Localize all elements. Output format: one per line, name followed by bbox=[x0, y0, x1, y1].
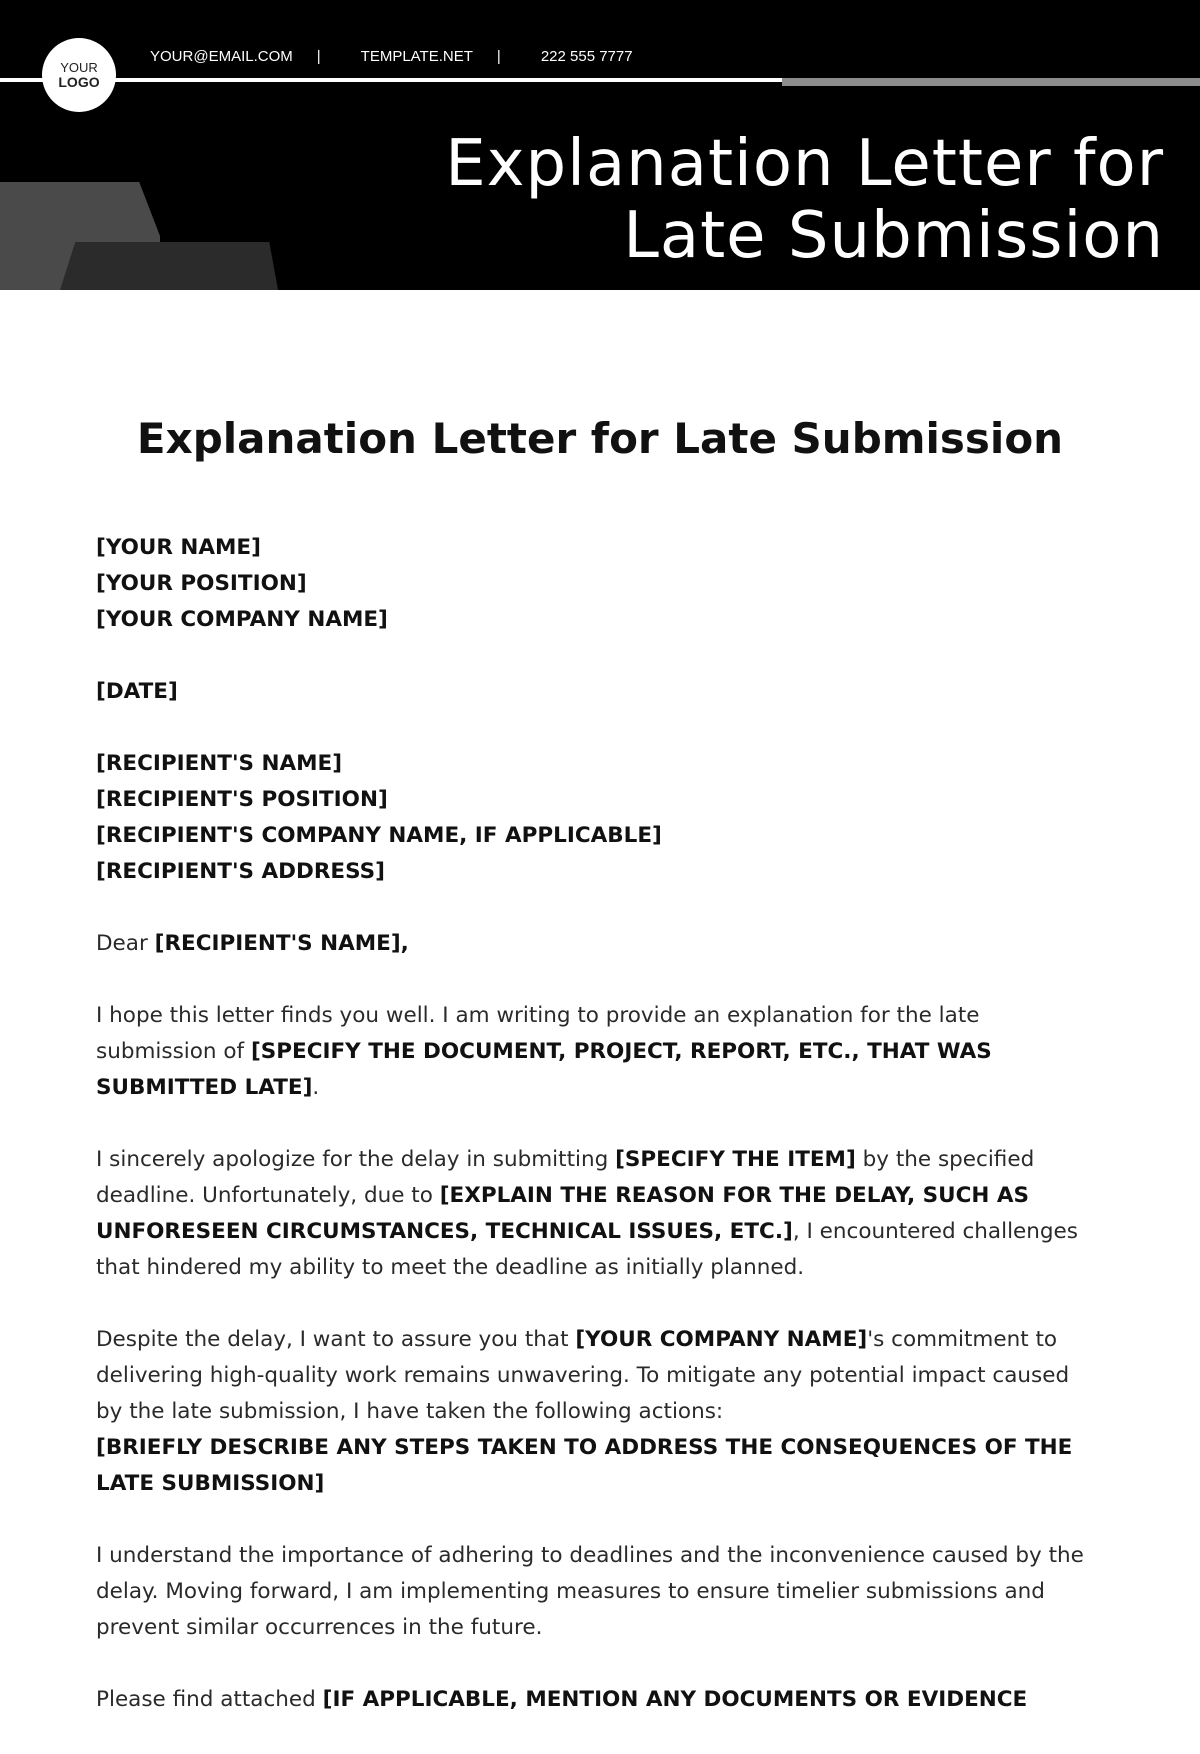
paragraph-commitment bbox=[96, 1322, 1096, 1502]
contact-email: YOUR@EMAIL.COM bbox=[150, 47, 293, 65]
header-title-line1: Explanation Letter for bbox=[445, 127, 1164, 201]
document-title: Explanation Letter for Late Submission bbox=[136, 414, 1064, 463]
contact-separator: | bbox=[316, 47, 321, 65]
paragraph-text: 's commitment to delivering high-quality work remains unwavering. To mitigate any potential impact caused by the late submission, I have taken the following actions: bbox=[96, 1327, 1070, 1424]
placeholder-text: [EXPLAIN THE REASON FOR THE DELAY, SUCH AS UNFORESEEN CIRCUMSTANCES, TECHNICAL ISSUES, ETC.] bbox=[96, 1183, 1029, 1244]
decorative-shape-dark bbox=[60, 242, 278, 290]
placeholder-text: [SPECIFY THE DOCUMENT, PROJECT, REPORT, ETC., THAT WAS SUBMITTED LATE] bbox=[96, 1039, 992, 1100]
recipient-company: [RECIPIENT'S COMPANY NAME, IF APPLICABLE] bbox=[96, 823, 662, 848]
paragraph-apology bbox=[96, 1142, 1096, 1286]
placeholder-text: [IF APPLICABLE, MENTION ANY DOCUMENTS OR EVIDENCE bbox=[322, 1687, 1028, 1712]
paragraph-future: I understand the importance of adhering to deadlines and the inconvenience caused by the delay. Moving forward, I am implementing measures to ensure timelier submissions and prevent similar occurrences in the future. bbox=[96, 1543, 1084, 1640]
sender-company: [YOUR COMPANY NAME] bbox=[96, 607, 388, 632]
logo-text-bottom: LOGO bbox=[58, 74, 100, 90]
paragraph-intro bbox=[96, 998, 1096, 1106]
paragraph-text: . bbox=[312, 1075, 320, 1100]
recipient-block bbox=[96, 746, 1096, 890]
letter-date: [DATE] bbox=[96, 679, 178, 704]
paragraph-text: Despite the delay, I want to assure you that bbox=[96, 1327, 576, 1352]
paragraph-text: I hope this letter finds you well. I am writing to provide an explanation for the late submission of bbox=[96, 1003, 980, 1064]
placeholder-text: [YOUR COMPANY NAME] bbox=[575, 1327, 868, 1352]
contact-separator: | bbox=[496, 47, 501, 65]
contact-phone: 222 555 7777 bbox=[540, 47, 633, 65]
placeholder-text: [SPECIFY THE ITEM] bbox=[615, 1147, 856, 1172]
header-rule-gray bbox=[782, 78, 1200, 86]
contact-bar bbox=[150, 46, 633, 66]
letter-body bbox=[96, 530, 1096, 1754]
paragraph-text: I sincerely apologize for the delay in submitting bbox=[96, 1147, 616, 1172]
company-logo bbox=[42, 38, 116, 112]
placeholder-text: [BRIEFLY DESCRIBE ANY STEPS TAKEN TO ADDRESS THE CONSEQUENCES OF THE LATE SUBMISSION] bbox=[96, 1435, 1073, 1496]
paragraph-text: by the specified deadline. Unfortunately, due to bbox=[96, 1147, 1035, 1208]
salutation-name: [RECIPIENT'S NAME], bbox=[154, 931, 409, 956]
header-rule-white bbox=[0, 78, 782, 82]
salutation-text: Dear bbox=[96, 931, 155, 956]
paragraph-attachments bbox=[96, 1682, 1096, 1718]
header-title-line2: Late Submission bbox=[623, 199, 1164, 273]
recipient-name: [RECIPIENT'S NAME] bbox=[96, 751, 343, 776]
salutation bbox=[96, 926, 1096, 962]
contact-website: TEMPLATE.NET bbox=[360, 47, 473, 65]
recipient-address: [RECIPIENT'S ADDRESS] bbox=[96, 859, 385, 884]
sender-name: [YOUR NAME] bbox=[96, 535, 261, 560]
paragraph-text: , I encountered challenges that hindered my ability to meet the deadline as initially planned. bbox=[96, 1219, 1078, 1280]
recipient-position: [RECIPIENT'S POSITION] bbox=[96, 787, 388, 812]
sender-position: [YOUR POSITION] bbox=[96, 571, 307, 596]
letter-header bbox=[0, 0, 1200, 290]
paragraph-text: Please find attached bbox=[96, 1687, 323, 1712]
logo-text-top: YOUR bbox=[60, 60, 98, 75]
date-block bbox=[96, 674, 1096, 710]
header-title bbox=[445, 128, 1164, 272]
sender-block bbox=[96, 530, 1096, 638]
